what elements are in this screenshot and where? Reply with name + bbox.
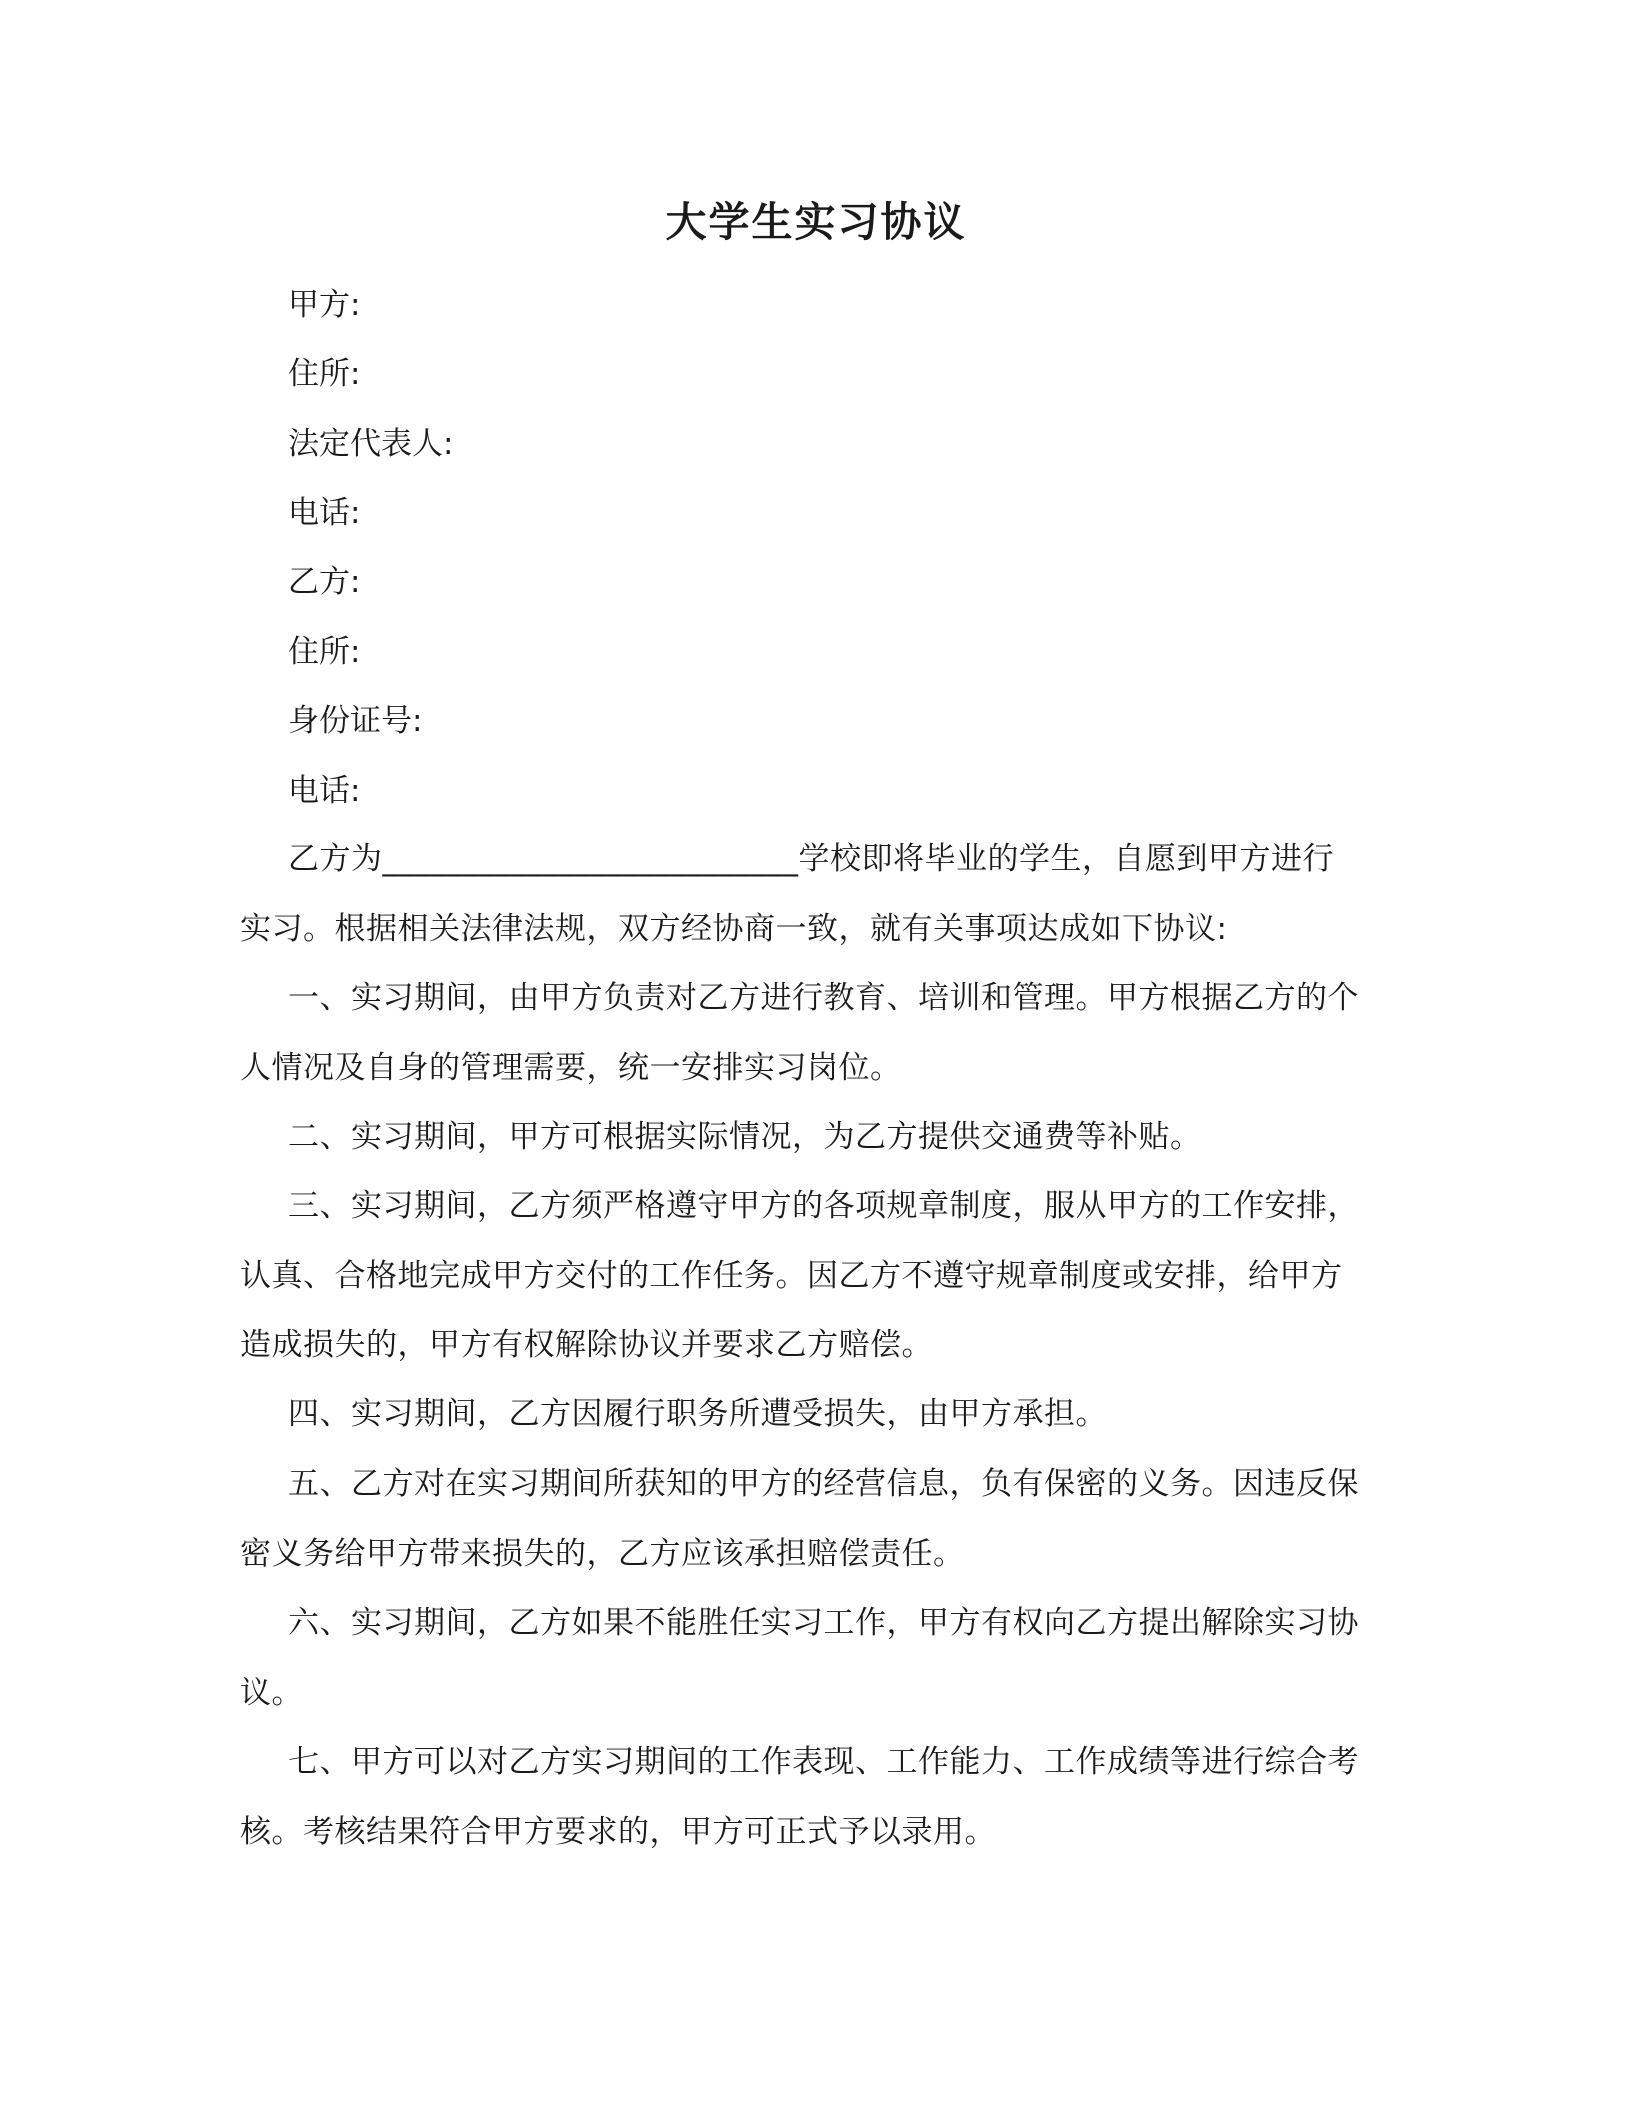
field-party-a: 甲方: [288, 287, 361, 323]
paragraph-line: 实习。根据相关法律法规，双方经协商一致，就有关事项达成如下协议: [240, 910, 1228, 947]
paragraph-line: 人情况及自身的管理需要，统一安排实习岗位。 [240, 1049, 902, 1086]
paragraph-line: 四、实习期间，乙方因履行职务所遭受损失，由甲方承担。 [288, 1396, 1107, 1432]
paragraph-line: 六、实习期间，乙方如果不能胜任实习工作，甲方有权向乙方提出解除实习协 [288, 1605, 1359, 1641]
paragraph-intro [240, 825, 1370, 964]
field-party-b-phone: 电话: [288, 773, 361, 809]
field-id-number: 身份证号: [288, 703, 423, 739]
field-party-a-phone: 电话: [288, 495, 361, 531]
field-party-b-address: 住所: [288, 634, 361, 670]
paragraph-clause-2 [240, 1103, 1370, 1173]
paragraph-line: 造成损失的，甲方有权解除协议并要求乙方赔偿。 [240, 1327, 933, 1363]
paragraph-clause-4 [240, 1380, 1370, 1450]
document-title: 大学生实习协议 [665, 198, 967, 246]
paragraph-line: 乙方为__________________________学校即将毕业的学生，自愿到甲方进行 [288, 841, 1334, 877]
paragraph-clause-7 [240, 1728, 1370, 1867]
paragraph-line: 一、实习期间，由甲方负责对乙方进行教育、培训和管理。甲方根据乙方的个 [288, 980, 1359, 1016]
paragraph-line: 密义务给甲方带来损失的，乙方应该承担赔偿责任。 [240, 1535, 965, 1572]
paragraph-line: 七、甲方可以对乙方实习期间的工作表现、工作能力、工作成绩等进行综合考 [288, 1744, 1359, 1780]
paragraph-line: 五、乙方对在实习期间所获知的甲方的经营信息，负有保密的义务。因违反保 [288, 1466, 1359, 1502]
paragraph-line: 二、实习期间，甲方可根据实际情况，为乙方提供交通费等补贴。 [288, 1119, 1202, 1155]
field-party-b: 乙方: [288, 564, 361, 600]
paragraph-line: 三、实习期间，乙方须严格遵守甲方的各项规章制度，服从甲方的工作安排， [288, 1188, 1359, 1224]
field-party-a-address: 住所: [288, 356, 361, 392]
paragraph-clause-6 [240, 1589, 1370, 1728]
paragraph-clause-3 [240, 1172, 1370, 1381]
field-legal-representative: 法定代表人: [288, 426, 454, 462]
paragraph-clause-5 [240, 1450, 1370, 1589]
paragraph-clause-1 [240, 964, 1370, 1103]
paragraph-line: 议。 [240, 1674, 303, 1711]
paragraph-line: 认真、合格地完成甲方交付的工作任务。因乙方不遵守规章制度或安排，给甲方 [240, 1257, 1343, 1294]
paragraph-line: 核。考核结果符合甲方要求的，甲方可正式予以录用。 [240, 1813, 996, 1850]
